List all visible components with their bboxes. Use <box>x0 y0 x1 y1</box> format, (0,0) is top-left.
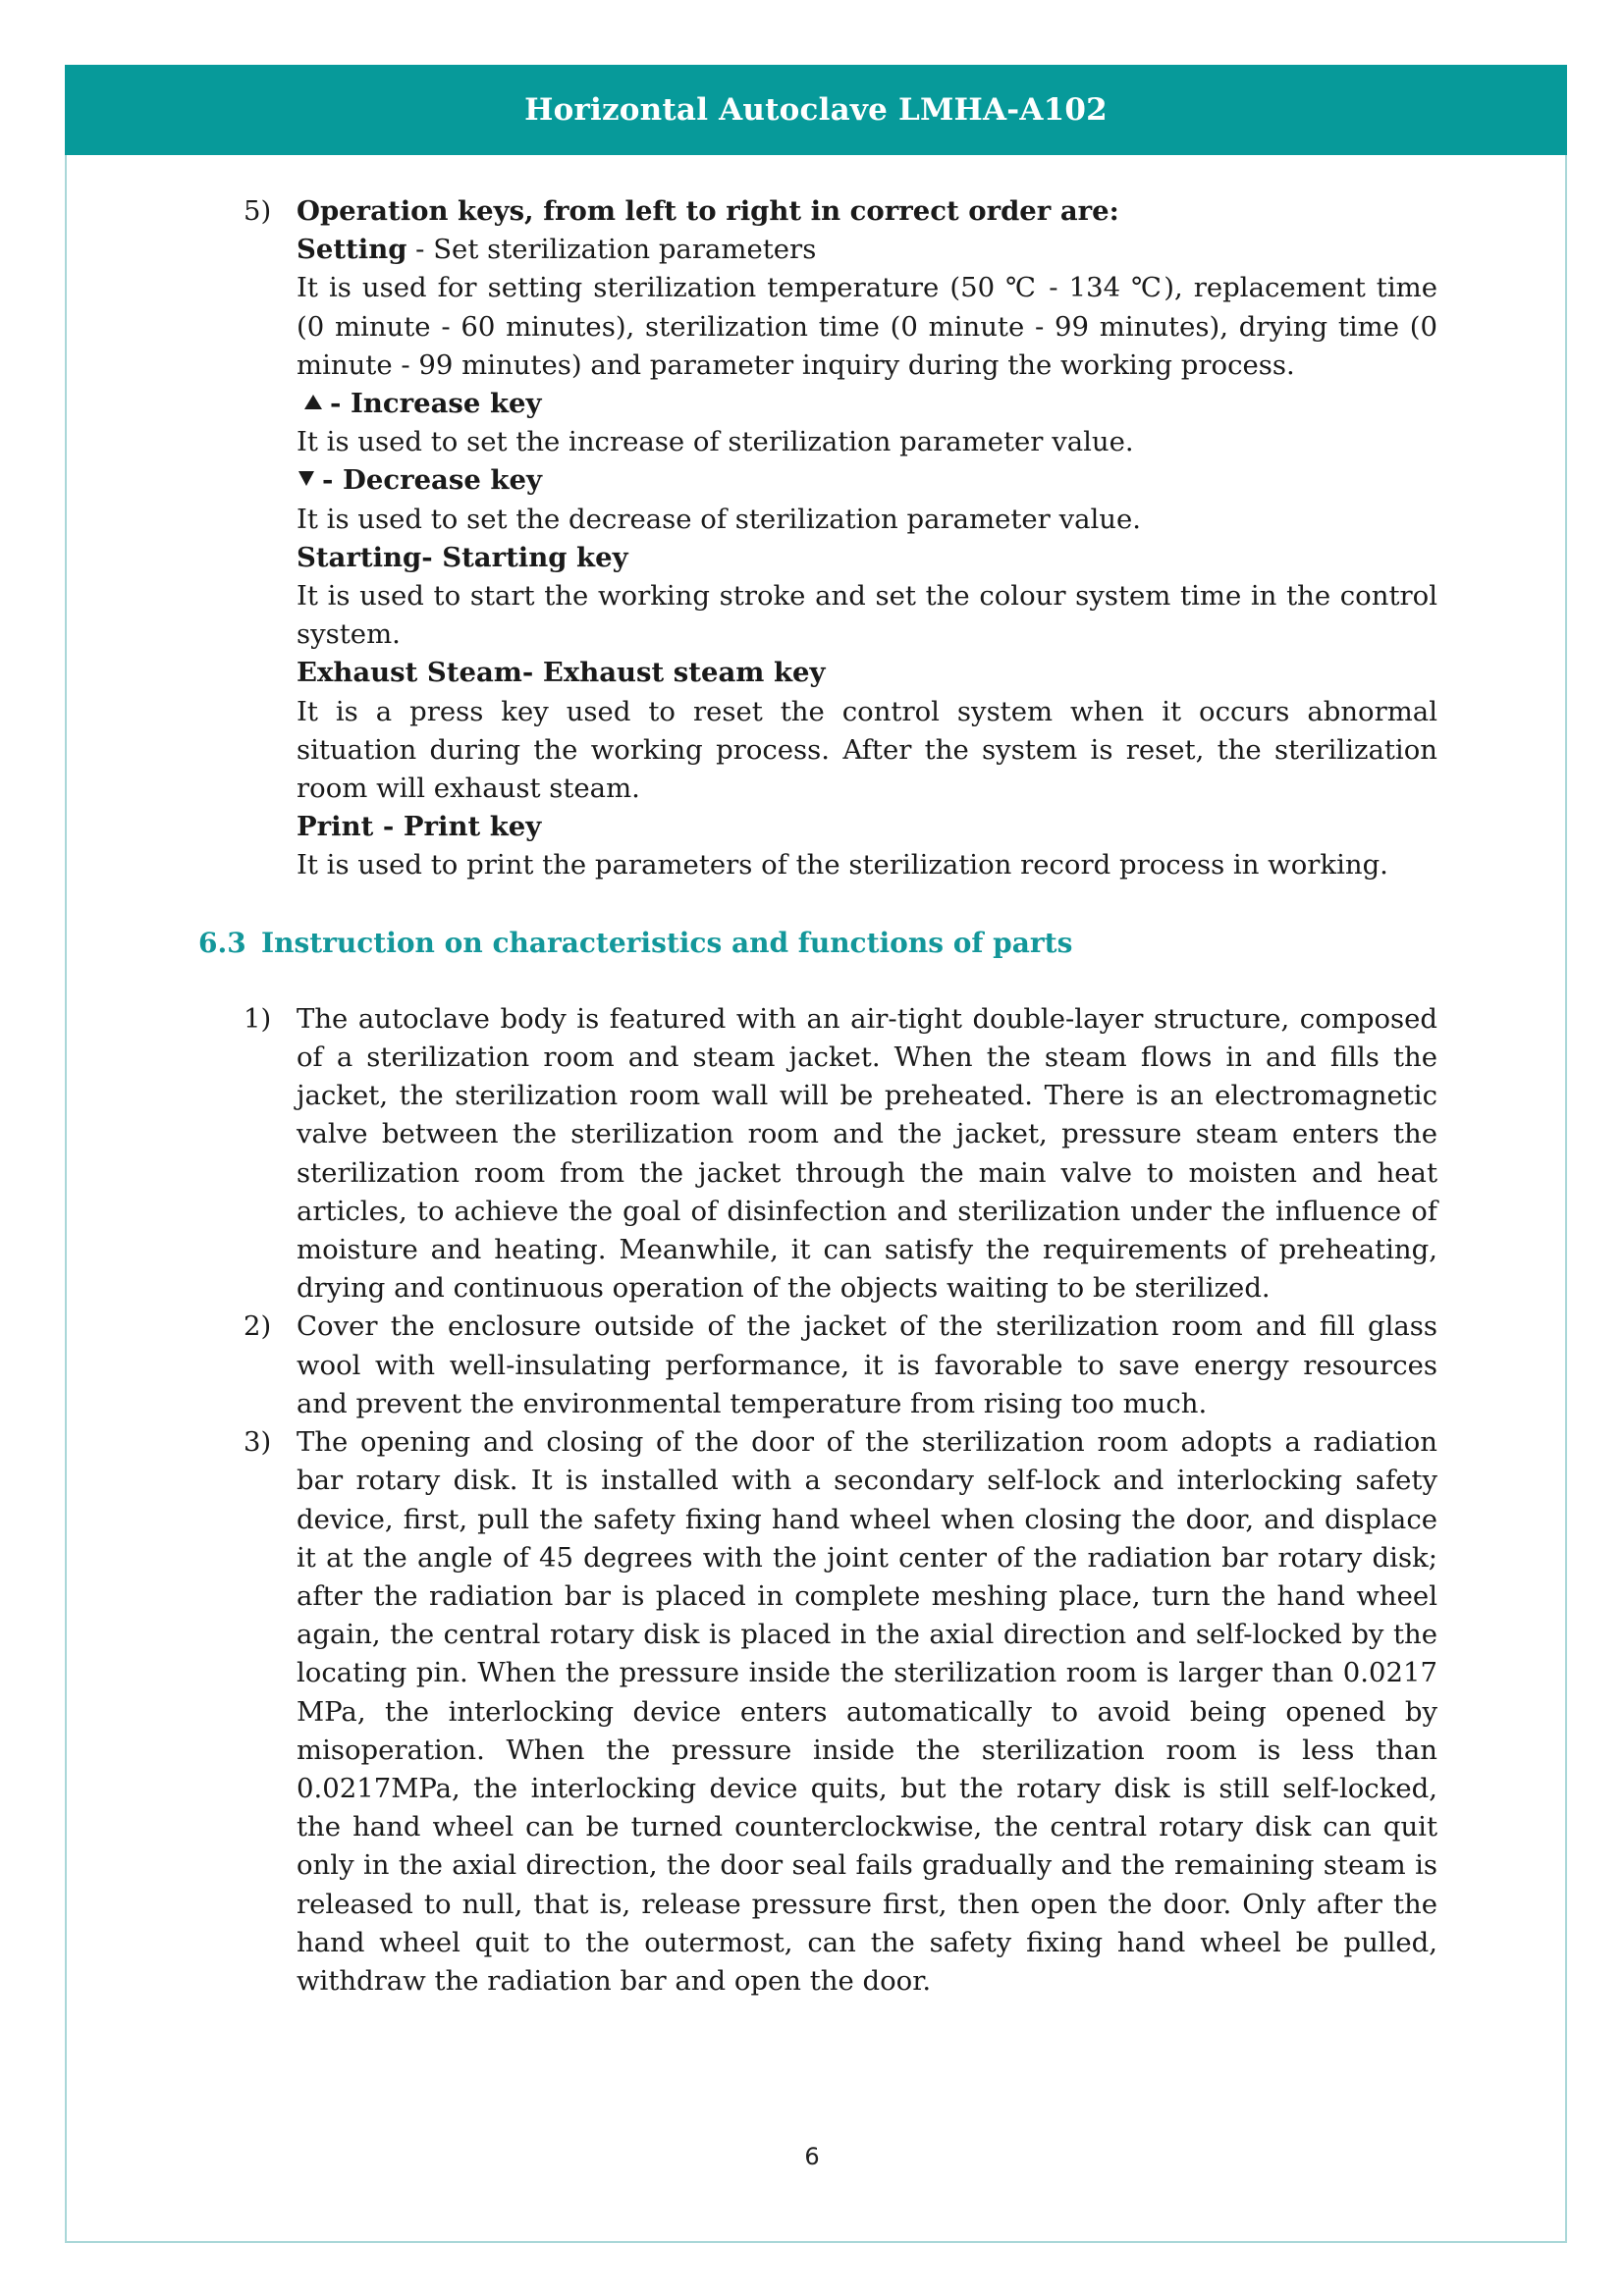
increase-key-line <box>297 385 1437 423</box>
section-heading <box>198 924 1437 962</box>
list-item <box>198 1000 1437 1308</box>
section-number: 6.3 <box>198 926 246 959</box>
exhaust-steam-key-description: It is a press key used to reset the control system when it occurs abnormal situation during the working process. After the system is reset, the sterilization room will exhaust steam. <box>297 695 1437 805</box>
increase-key-description: It is used to set the increase of sterilization parameter value. <box>297 426 1134 458</box>
list-number: 3) <box>244 1426 272 1459</box>
decrease-key-line <box>297 461 1437 500</box>
setting-key-line <box>297 231 1437 269</box>
list-item <box>198 1308 1437 1423</box>
list-number: 1) <box>244 1002 272 1035</box>
decrease-key-label: - Decrease key <box>322 464 542 497</box>
page-number: 6 <box>804 2143 820 2170</box>
triangle-up-icon <box>304 395 322 409</box>
setting-key-description: It is used for setting sterilization temperature (50 ℃ - 134 ℃), replacement time (0 minute - 60 minutes), sterilization time (0 minute - 99 minutes), drying time (0 minute - 99 minutes) and parameter inquiry during the working process. <box>297 272 1437 381</box>
exhaust-steam-key-label: Exhaust Steam- Exhaust steam key <box>297 657 826 689</box>
list-number: 5) <box>244 195 272 227</box>
setting-key-label: Setting <box>297 234 407 266</box>
section-title: Instruction on characteristics and functions of parts <box>261 926 1073 959</box>
triangle-down-icon <box>298 471 314 486</box>
document-title: Horizontal Autoclave LMHA-A102 <box>524 92 1108 128</box>
list-item <box>198 1423 1437 2001</box>
list-item-text: The autoclave body is featured with an air-tight double-layer structure, composed of a sterilization room and steam jacket. When the steam flows in and fills the jacket, the sterilization room wall will be preheated. There is an electromagnetic valve between the sterilization room and the jacket, pressure steam enters the sterilization room from the jacket through the main valve to moisten and heat articles, to achieve the goal of disinfection and sterilization under the influence of moisture and heating. Meanwhile, it can satisfy the requirements of preheating, drying and continuous operation of the objects waiting to be sterilized. <box>297 1002 1437 1305</box>
setting-key-summary: - Set sterilization parameters <box>406 234 817 266</box>
increase-key-label: - Increase key <box>330 388 542 420</box>
list-item-text: Cover the enclosure outside of the jacket of the sterilization room and fill glass wool with well-insulating performance, it is favorable to save energy resources and prevent the environmental temperature from rising too much. <box>297 1310 1437 1419</box>
decrease-key-description: It is used to set the decrease of sterilization parameter value. <box>297 503 1142 535</box>
list-item-5 <box>198 192 1437 885</box>
header-band <box>65 65 1567 155</box>
print-key-label: Print - Print key <box>297 811 542 843</box>
list-number: 2) <box>244 1310 272 1343</box>
list-item-text: The opening and closing of the door of the sterilization room adopts a radiation bar rotary disk. It is installed with a secondary self-lock and interlocking safety device, first, pull the safety fixing hand wheel when closing the door, and displace it at the angle of 45 degrees with the joint center of the radiation bar rotary disk; after the radiation bar is placed in complete meshing place, turn the hand wheel again, the central rotary disk is placed in the axial direction and self-locked by the locating pin. When the pressure inside the sterilization room is larger than 0.0217 MPa, the interlocking device enters automatically to avoid being opened by misoperation. When the pressure inside the sterilization room is less than 0.0217MPa, the interlocking device quits, but the rotary disk is still self-locked, the hand wheel can be turned counterclockwise, the central rotary disk can quit only in the axial direction, the door seal fails gradually and the remaining steam is released to null, that is, release pressure first, then open the door. Only after the hand wheel quit to the outermost, can the safety fixing hand wheel be pulled, withdraw the radiation bar and open the door. <box>297 1426 1437 1997</box>
page-content <box>198 192 1437 2001</box>
starting-key-label: Starting- Starting key <box>297 541 628 573</box>
starting-key-description: It is used to start the working stroke and set the colour system time in the control system. <box>297 580 1437 651</box>
operation-keys-heading: Operation keys, from left to right in correct order are: <box>297 195 1119 227</box>
print-key-description: It is used to print the parameters of the sterilization record process in working. <box>297 849 1388 881</box>
